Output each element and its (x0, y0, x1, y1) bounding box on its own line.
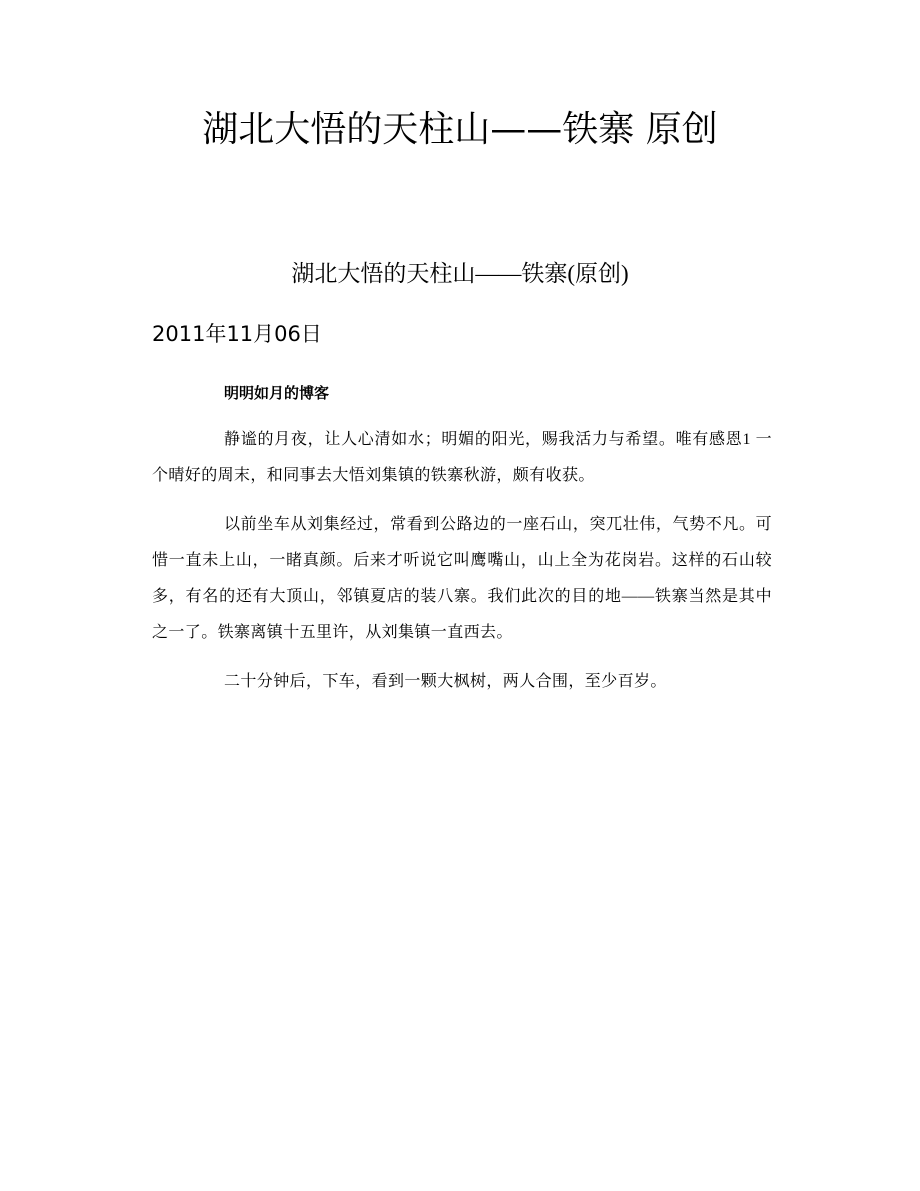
paragraph: 以前坐车从刘集经过，常看到公路边的一座石山，突兀壮伟，气势不凡。可惜一直未上山，一睹真颜。后来才听说它叫鹰嘴山，山上全为花岗岩。这样的石山较多，有名的还有大顶山，邻镇夏店的装八寨。我们此次的目的地——铁寨当然是其中之一了。铁寨离镇十五里许，从刘集镇一直西去。 (152, 516, 772, 641)
paragraph: 二十分钟后，下车，看到一颗大枫树，两人合围，至少百岁。 (224, 673, 667, 690)
blog-name: 明明如月的博客 (224, 384, 330, 402)
post-date: 2011年11月06日 (152, 322, 322, 346)
document-title: 湖北大悟的天柱山——铁寨 原创 (202, 109, 718, 150)
paragraph: 静谧的月夜，让人心清如水；明媚的阳光，赐我活力与希望。唯有感恩1 一个晴好的周末，和同事去大悟刘集镇的铁寨秋游，颇有收获。 (152, 431, 772, 484)
article-title: 湖北大悟的天柱山——铁寨(原创) (291, 261, 629, 286)
